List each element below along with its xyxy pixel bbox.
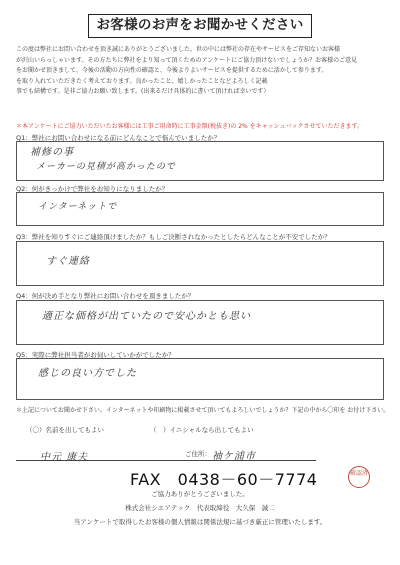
- question-2-label: Q2：何がきっかけで弊社をお知りになりましたか？: [16, 185, 169, 193]
- cashback-note: ＊本アンケートにご協力いただいたお客様には工事ご用命時に工事金額(税抜き)の 2% をキャッシュバックさせていただきます。: [16, 123, 364, 130]
- answer-4-line-1: 適正な価格が出ていたので安心かとも思い: [42, 311, 251, 322]
- answer-5-line-1: 感じの良い方でした: [38, 368, 137, 379]
- fax-number: FAX 0438－60－7774: [130, 470, 318, 489]
- question-3-label: Q3：弊社を知りすぐにご連絡頂けましたか？もしご決断されなかったとしたらどんなことが不安でしたか？: [16, 233, 331, 241]
- question-4-label: Q4：何が決め手となり弊社にお問い合わせを頂きましたか？: [16, 292, 195, 300]
- company-signature: 株式会社シエアテック 代表取締役 大久保 誠二: [125, 504, 275, 512]
- answer-3-line-1: すぐ連絡: [46, 256, 90, 267]
- publication-consent-question: ＊上記についてお聞かせ下さい。インターネットや印刷物に掲載させて頂いてもよろしいでしょうか？下記の中から〇印を お付け下さい。: [16, 407, 390, 414]
- question-5-label: Q5：実際に弊社担当者がお伺いしていかがでしたか？: [16, 351, 175, 359]
- closing-thanks: ご協力ありがとうございました。: [151, 490, 249, 498]
- intro-line: をお聞かせ頂きまして、今後の活動の方向性の確認と、今後よりよいサービスを提供するために活かして参ります。: [16, 67, 328, 74]
- privacy-notice: 当アンケートで取得したお客様の個人情報は関係法規に基づき厳正に管理いたします。: [73, 518, 327, 526]
- intro-line: この度は弊社にお問い合わせを頂き誠にありがとうございました。世の中には弊社の存在やサービスをご存知ないお客様: [16, 46, 341, 53]
- intro-paragraph: [16, 45, 386, 98]
- intro-line: を取り入れていただきたく考えております。良かったこと、嬉しかったことなどよろしく記載: [16, 77, 268, 85]
- question-1-label: Q1：弊社にお問い合わせになる前にどんなことで悩んでいましたか？: [16, 134, 221, 142]
- option-name-ok[interactable]: （〇）名前を出してもよい: [26, 426, 104, 434]
- page-title: お客様のお声をお聞かせください: [88, 14, 312, 38]
- option-initials-ok[interactable]: （ ）イニシャルなら出してもよい: [150, 426, 254, 434]
- answer-2-line-1: インターネットで: [38, 202, 118, 212]
- intro-line: 事でも結構です。是非ご協力お願い致します。(出来るだけ具体的に書いて頂ければ幸いです）: [16, 88, 270, 95]
- address-label: ご住所：: [185, 450, 211, 458]
- answer-1-line-2: メーカーの見積が高かったので: [36, 162, 176, 172]
- confirmation-stamp: 確認済: [348, 466, 370, 488]
- answer-1-line-1: 補修の事: [30, 147, 74, 158]
- intro-line: が沢山いらっしゃいます。その方たちに弊社をより知って頂くためのアンケートにご協力頂けないでしょうか？お客様のご意見: [16, 56, 358, 64]
- customer-name: 中元 康夫: [40, 452, 89, 463]
- customer-address: 袖ケ浦市: [212, 451, 256, 462]
